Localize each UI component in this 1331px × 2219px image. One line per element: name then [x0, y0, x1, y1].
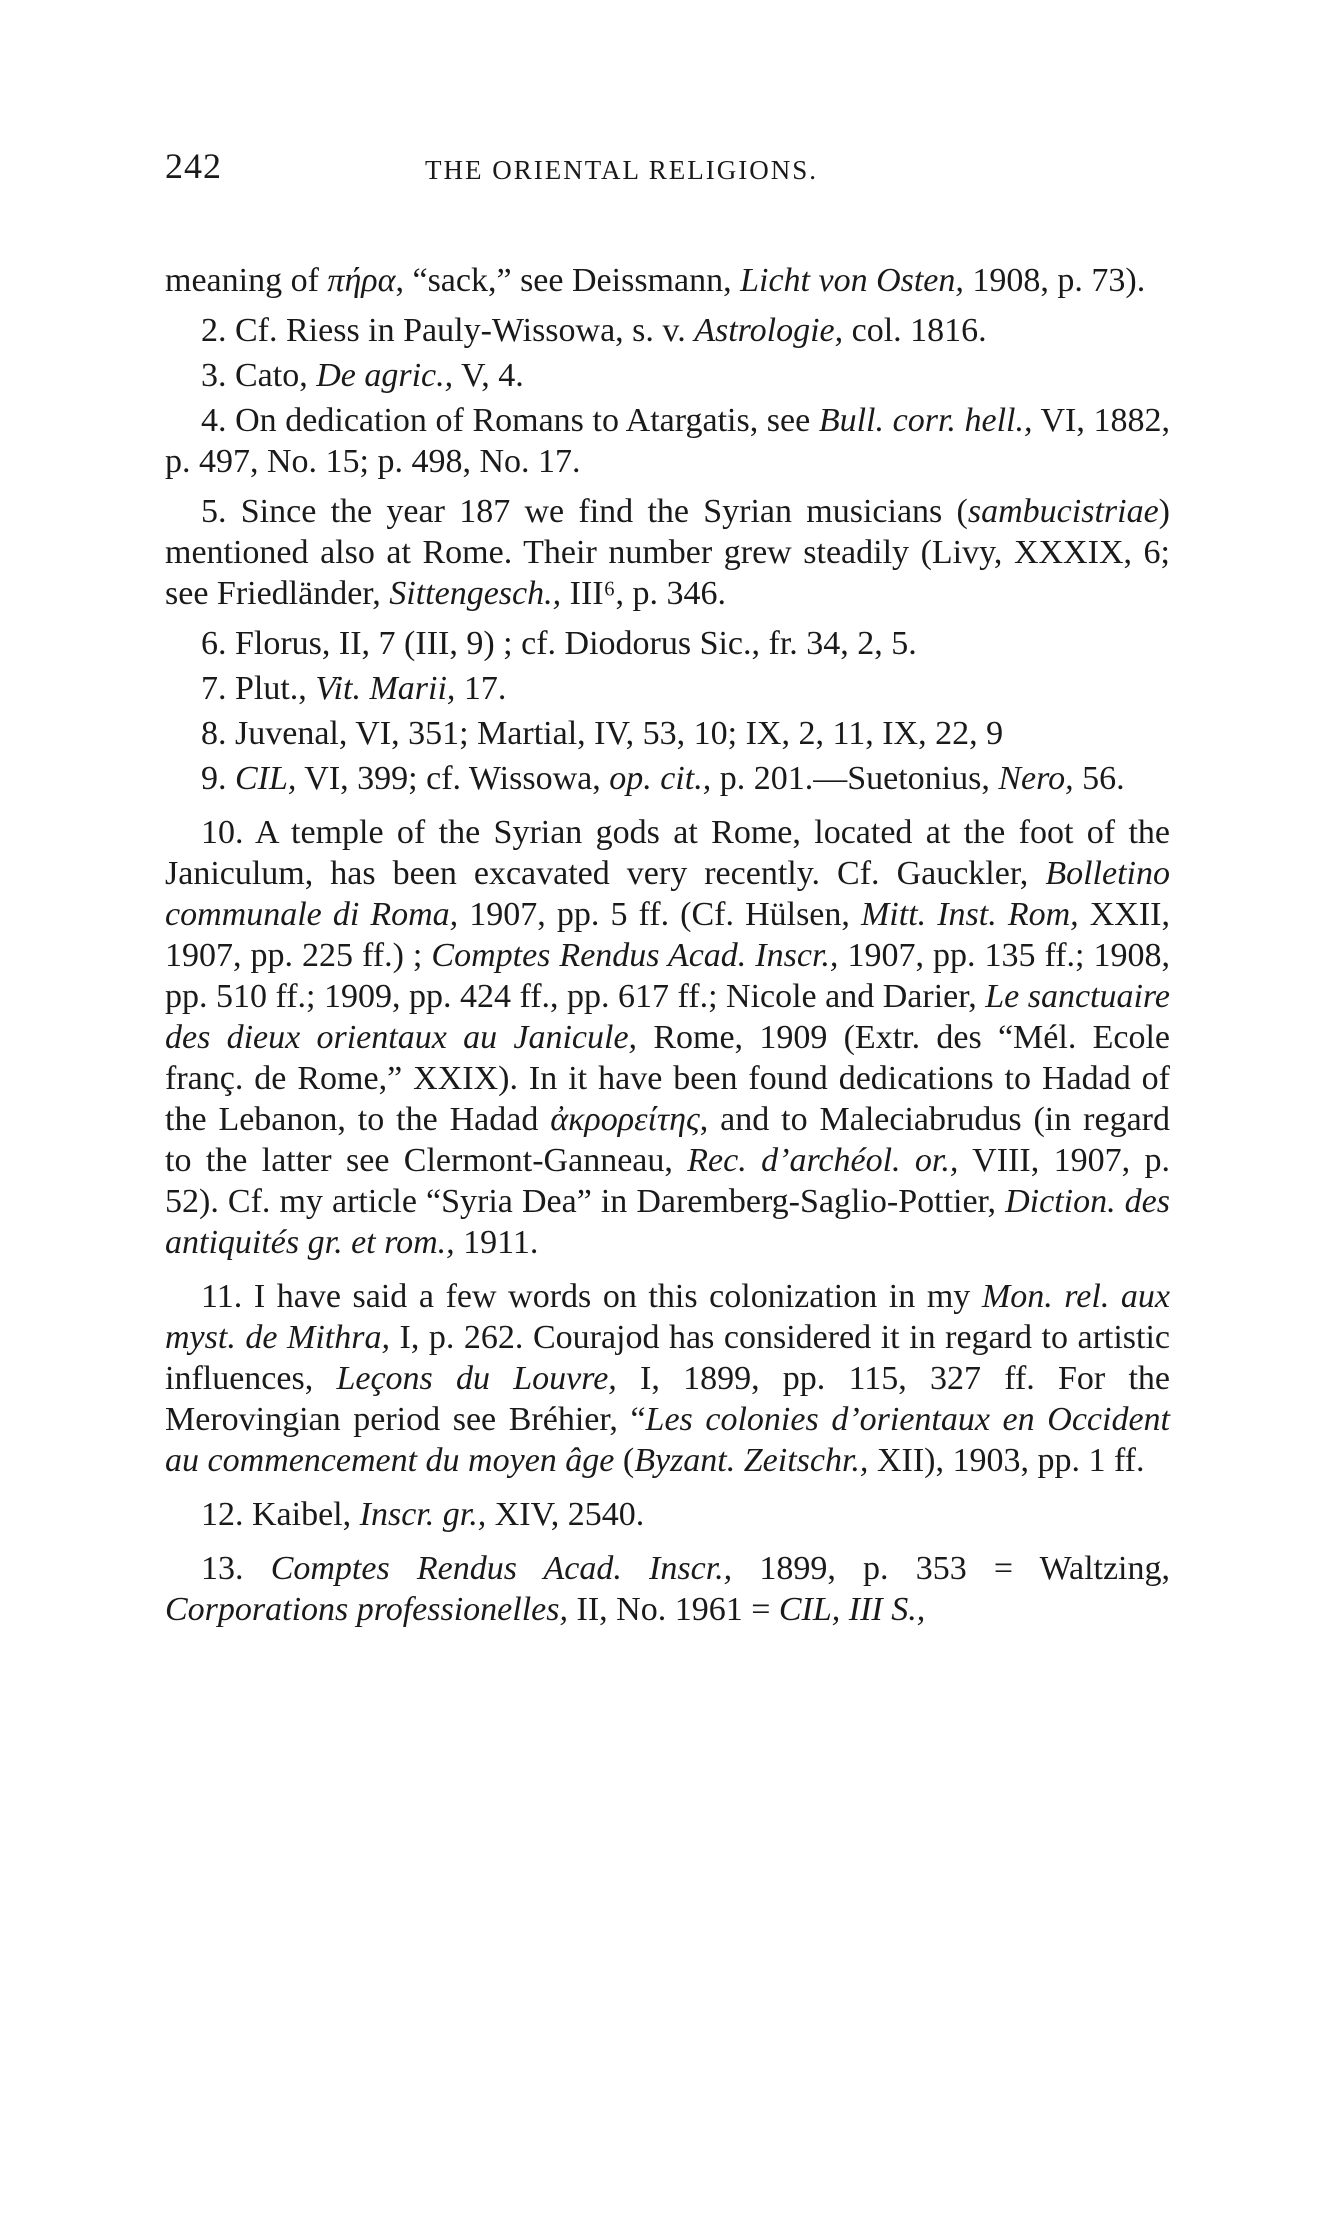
- page: [165, 145, 1170, 1639]
- footnote-9: 9. CIL, VI, 399; cf. Wissowa, op. cit., p. 201.—Suetonius, Nero, 56.: [201, 760, 1125, 797]
- footnote-2: 2. Cf. Riess in Pauly-Wissowa, s. v. Astrologie, col. 1816.: [201, 312, 987, 349]
- footnote-3: 3. Cato, De agric., V, 4.: [201, 357, 524, 394]
- footnote-4: 4. On dedication of Romans to Atargatis, see Bull. corr. hell., VI, 1882, p. 497, No. 15; p. 498, No. 17.: [165, 402, 1170, 480]
- footnote-11: 11. I have said a few words on this colonization in my Mon. rel. aux myst. de Mithra, I, p. 262. Courajod has considered it in regard to artistic influences, Leçons du Louvre, I, 1899, pp. 115, 327 ff. For the Merovingian period see Bréhier, “Les colonies d’orientaux en Occident au commencement du moyen âge (Byzant. Zeitschr., XII), 1903, pp. 1 ff.: [165, 1278, 1171, 1479]
- footnote-13: 13. Comptes Rendus Acad. Inscr., 1899, p. 353 = Waltzing, Corporations professionelles, II, No. 1961 = CIL, III S.,: [165, 1550, 1171, 1628]
- footnote-8: 8. Juvenal, VI, 351; Martial, IV, 53, 10; IX, 2, 11, IX, 22, 9: [201, 715, 1004, 752]
- running-head: THE ORIENTAL RELIGIONS.: [425, 155, 819, 185]
- footnotes: [165, 260, 1170, 1630]
- page-number: 242: [165, 146, 222, 186]
- footnote-7: 7. Plut., Vit. Marii, 17.: [201, 670, 507, 707]
- footnote-5: 5. Since the year 187 we find the Syrian musicians (sambucistriae) mentioned also at Rome. Their number grew steadily (Livy, XXXIX, 6; see Friedländer, Sittengesch., III⁶, p. 346.: [165, 493, 1170, 612]
- footnote-10: 10. A temple of the Syrian gods at Rome, located at the foot of the Janiculum, has been excavated very recently. Cf. Gauckler, Bolletino communale di Roma, 1907, pp. 5 ff. (Cf. Hülsen, Mitt. Inst. Rom, XXII, 1907, pp. 225 ff.) ; Comptes Rendus Acad. Inscr., 1907, pp. 135 ff.; 1908, pp. 510 ff.; 1909, pp. 424 ff., pp. 617 ff.; Nicole and Darier, Le sanctuaire des dieux orientaux au Janicule, Rome, 1909 (Extr. des “Mél. Ecole franç. de Rome,” XXIX). In it have been found dedications to Hadad of the Lebanon, to the Hadad ἀκρορείτης, and to Maleciabrudus (in regard to the latter see Clermont-Ganneau, Rec. d’archéol. or., VIII, 1907, p. 52). Cf. my article “Syria Dea” in Daremberg-Saglio-Pottier, Diction. des antiquités gr. et rom., 1911.: [165, 814, 1171, 1261]
- footnote-12: 12. Kaibel, Inscr. gr., XIV, 2540.: [201, 1496, 645, 1533]
- page-header: [165, 145, 1170, 205]
- footnote-6: 6. Florus, II, 7 (III, 9) ; cf. Diodorus Sic., fr. 34, 2, 5.: [201, 625, 917, 662]
- footnote-1-continuation: meaning of πήρα, “sack,” see Deissmann, Licht von Osten, 1908, p. 73).: [165, 262, 1146, 299]
